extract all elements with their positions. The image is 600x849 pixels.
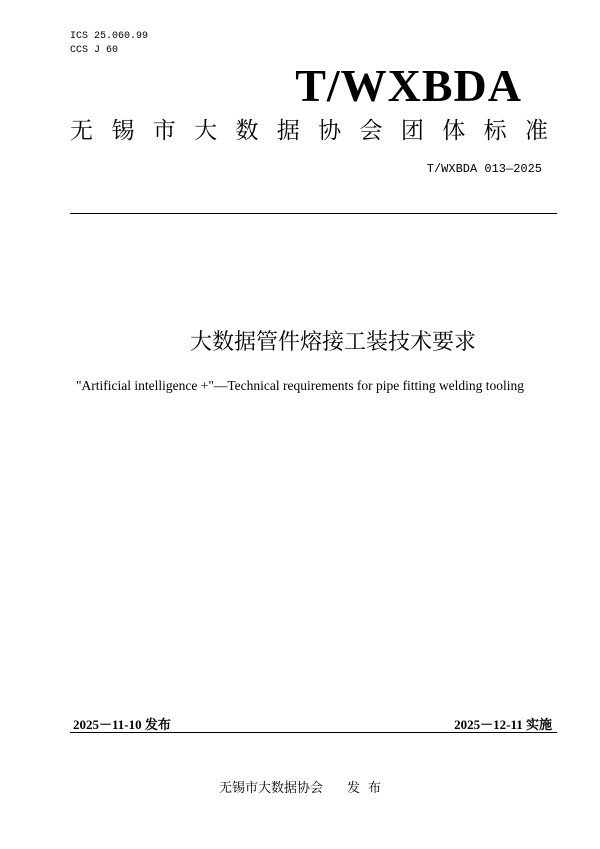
header-divider bbox=[70, 213, 557, 214]
implement-date: 2025－12-11 实施 bbox=[454, 717, 552, 732]
standard-type-char: 标 bbox=[483, 118, 507, 144]
ics-code: ICS 25.060.99 bbox=[70, 31, 149, 42]
standard-type-char: 市 bbox=[152, 118, 176, 144]
standard-type-char: 锡 bbox=[111, 118, 135, 144]
footer-divider bbox=[70, 732, 557, 733]
standard-type-char: 准 bbox=[524, 118, 548, 144]
standard-type-char: 团 bbox=[400, 118, 424, 144]
standard-type-char: 无 bbox=[70, 118, 93, 144]
publisher-action: 发布 bbox=[347, 781, 390, 796]
standard-type-char: 数 bbox=[235, 118, 259, 144]
standard-type-char: 大 bbox=[194, 118, 218, 144]
publisher bbox=[219, 777, 389, 796]
classification-codes bbox=[70, 30, 148, 58]
document-title-en: "Artificial intelligence +"—Technical requirements for pipe fitting welding tooling bbox=[76, 378, 525, 393]
standard-type-char: 体 bbox=[442, 118, 466, 144]
document-title-zh: 大数据管件熔接工装技术要求 bbox=[189, 330, 476, 355]
standard-number: T/WXBDA 013—2025 bbox=[426, 162, 542, 176]
issue-date: 2025－11-10 发布 bbox=[73, 717, 171, 732]
ccs-code: CCS J 60 bbox=[70, 45, 119, 56]
standard-type-char: 据 bbox=[276, 118, 300, 144]
standard-type bbox=[70, 116, 548, 146]
standard-type-char: 协 bbox=[318, 118, 342, 144]
standard-type-char: 会 bbox=[359, 118, 383, 144]
org-code-logo: T/WXBDA bbox=[295, 60, 522, 111]
publisher-name: 无锡市大数据协会 bbox=[219, 781, 324, 796]
